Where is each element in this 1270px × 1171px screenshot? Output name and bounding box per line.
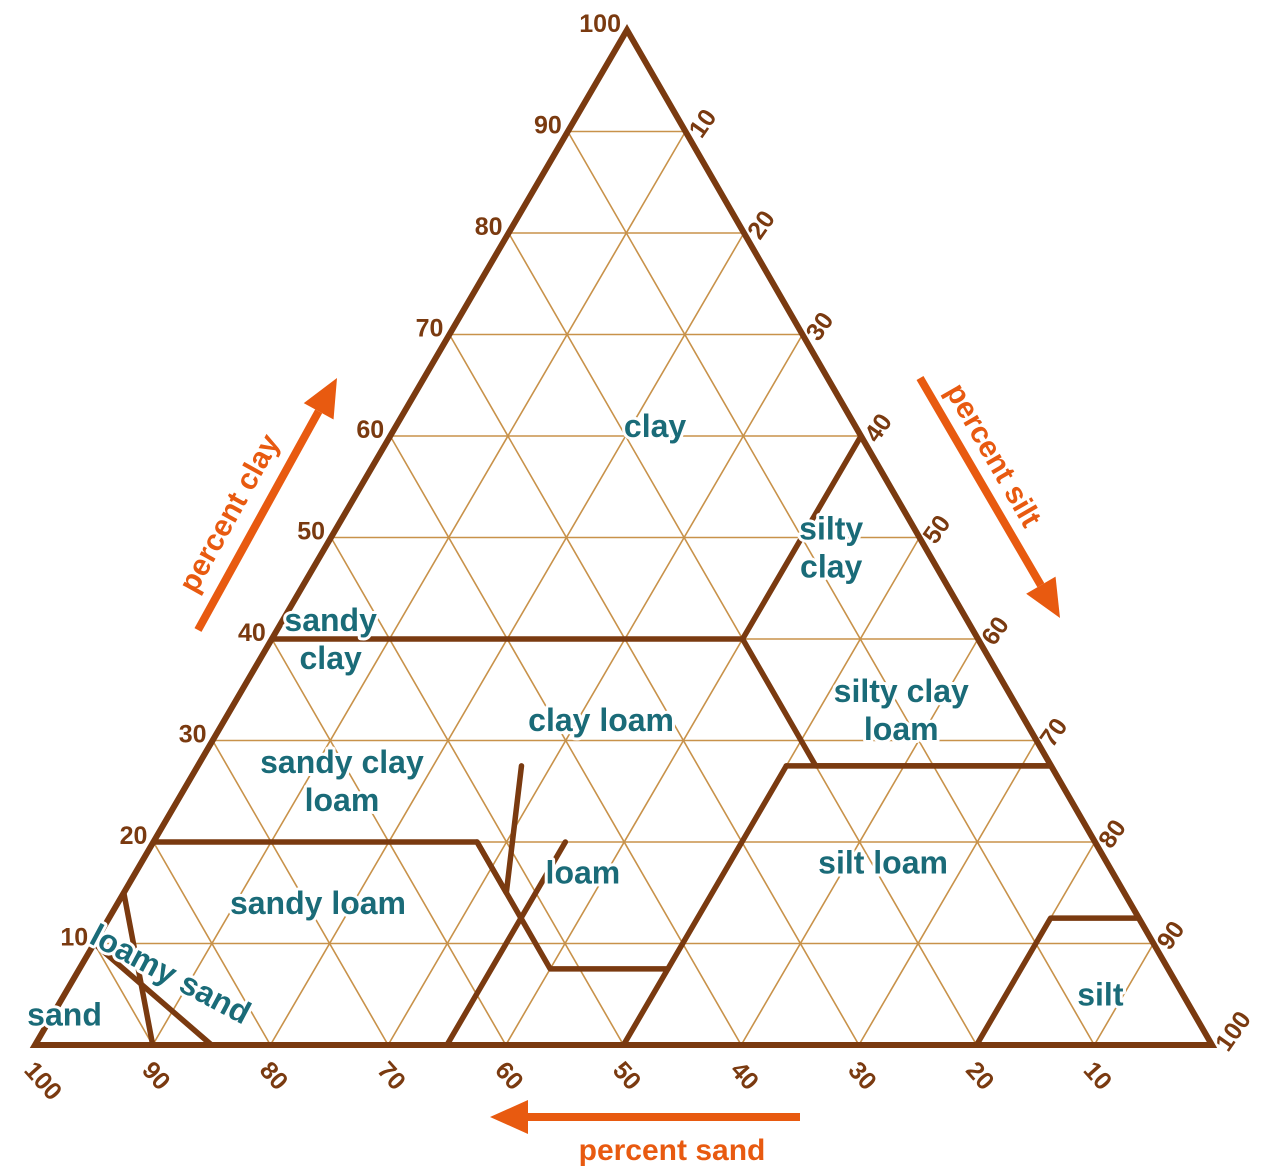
sand-tick-label: 20	[960, 1056, 1000, 1096]
sand-tick-label: 90	[136, 1056, 176, 1096]
silt-tick-label: 10	[683, 104, 723, 143]
region-label-clay: clay	[623, 407, 687, 444]
silt-tick-label: 80	[1092, 814, 1132, 854]
region-label-silty-clay: silty clay	[799, 510, 864, 585]
sand-tick-label: 30	[842, 1056, 882, 1096]
region-label-sandy-clay-loam: sandy clay loam	[260, 744, 424, 819]
grid-line-silt	[859, 741, 1037, 1046]
clay-tick-label: 20	[119, 822, 148, 850]
silt-tick-label: 40	[858, 408, 898, 448]
region-label-clay-loam: clay loam	[528, 702, 675, 739]
clay-axis-title: percent clay	[172, 428, 287, 598]
sand-tick-label: 40	[724, 1056, 765, 1096]
region-label-loamy-sand: loamy sand	[84, 916, 257, 1032]
silt-tick-label: 100	[1209, 1006, 1257, 1057]
class-boundary	[668, 766, 786, 969]
sand-tick-label: 10	[1077, 1056, 1118, 1096]
sand-tick-label: 100	[18, 1056, 68, 1107]
clay-tick-label: 60	[356, 416, 385, 444]
sand-arrow-head	[490, 1100, 528, 1134]
clay-tick-label: 90	[533, 111, 562, 140]
clay-tick-label: 10	[60, 923, 89, 952]
region-label-silty-clay-loam: silty clay loam	[833, 673, 969, 748]
silt-tick-label: 60	[975, 611, 1015, 651]
region-label-silt: silt	[1077, 976, 1124, 1013]
clay-tick-label: 40	[237, 619, 266, 647]
clay-tick-label: 50	[297, 517, 325, 546]
sand-tick-label: 50	[607, 1056, 647, 1096]
sand-tick-label: 60	[489, 1056, 529, 1096]
clay-tick-label: 80	[474, 213, 503, 241]
clay-tick-label: 100	[579, 10, 621, 38]
silt-tick-label: 30	[800, 307, 840, 346]
silt-axis-title: percent silt	[938, 377, 1048, 533]
grid-line-sand	[568, 132, 1095, 1046]
region-label-silt-loam: silt loam	[818, 844, 948, 881]
sand-tick-label: 80	[253, 1056, 294, 1096]
silt-tick-label: 20	[741, 205, 781, 245]
clay-tick-label: 30	[178, 720, 207, 749]
silt-tick-label: 70	[1034, 713, 1074, 752]
region-label-loam: loam	[545, 854, 621, 891]
region-label-sandy-clay: sandy clay	[284, 602, 377, 676]
grid-line-silt	[388, 335, 802, 1046]
sand-axis-title: percent sand	[578, 1134, 766, 1166]
silt-tick-label: 50	[917, 510, 957, 549]
clay-tick-label: 70	[415, 314, 444, 343]
sand-tick-label: 70	[371, 1056, 412, 1096]
region-label-sand: sand	[27, 996, 102, 1033]
region-label-sandy-loam: sandy loam	[229, 884, 407, 921]
silt-tick-label: 90	[1151, 916, 1191, 955]
